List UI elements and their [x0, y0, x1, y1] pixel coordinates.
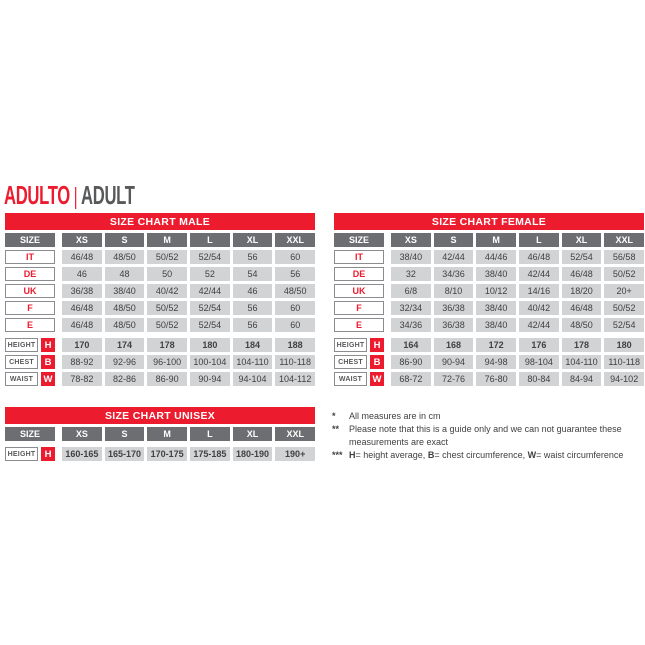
- footnote-text: All measures are in cm: [349, 411, 441, 421]
- size-value-cell: 42/44: [434, 250, 474, 264]
- footnote-marker: *: [332, 411, 336, 421]
- measure-value-cell: 178: [147, 338, 187, 352]
- measure-label-wrap: [334, 355, 384, 369]
- size-value-cell: 38/40: [476, 301, 516, 315]
- row-cells: [391, 250, 644, 264]
- measure-name-height: HEIGHT: [334, 338, 367, 352]
- size-value-cell: 48/50: [105, 250, 145, 264]
- column-header-xxl: XXL: [604, 233, 644, 247]
- footnote-text: [349, 449, 645, 462]
- measure-value-cell: 76-80: [476, 372, 516, 386]
- measure-value-cell: 176: [519, 338, 559, 352]
- measure-value-cell: 84-94: [562, 372, 602, 386]
- measure-value-cell: 164: [391, 338, 431, 352]
- column-header-l: L: [519, 233, 559, 247]
- measure-label-wrap: [334, 372, 384, 386]
- measure-value-cell: 92-96: [105, 355, 145, 369]
- size-value-cell: 46/48: [62, 318, 102, 332]
- size-value-cell: 32: [391, 267, 431, 281]
- measure-letter-badge-b: B: [41, 355, 55, 369]
- row-label-de: DE: [5, 267, 55, 281]
- row-cells: [391, 318, 644, 332]
- legend-text-segment: = height average,: [355, 450, 428, 460]
- size-value-cell: 46/48: [562, 301, 602, 315]
- size-value-cell: 42/44: [519, 318, 559, 332]
- legend-letter: W: [527, 450, 537, 460]
- measure-letter-badge-h: H: [41, 338, 55, 352]
- measure-value-cell: 80-84: [519, 372, 559, 386]
- measure-name-waist: WAIST: [5, 372, 38, 386]
- measure-value-cell: 104-110: [562, 355, 602, 369]
- header-cells: [62, 233, 315, 247]
- size-value-cell: 52/54: [190, 301, 230, 315]
- footnote-measures-cm: [332, 410, 645, 423]
- header-cells: [62, 427, 315, 441]
- size-row-it: [334, 250, 644, 264]
- measure-value-cell: 94-98: [476, 355, 516, 369]
- size-header-cell: SIZE: [334, 233, 384, 247]
- size-value-cell: 52/54: [190, 318, 230, 332]
- size-value-cell: 48/50: [105, 318, 145, 332]
- measure-value-cell: 180: [604, 338, 644, 352]
- size-value-cell: 60: [275, 318, 315, 332]
- measure-value-cell: 90-94: [434, 355, 474, 369]
- measure-row-waist: [5, 372, 315, 386]
- size-value-cell: 50/52: [147, 318, 187, 332]
- size-value-cell: 46/48: [62, 301, 102, 315]
- measure-value-cell: 82-86: [105, 372, 145, 386]
- row-label-e: E: [5, 318, 55, 332]
- footnotes: [332, 410, 645, 462]
- footnote-guide-only: [332, 423, 645, 449]
- measure-value-cell: 188: [275, 338, 315, 352]
- size-value-cell: 42/44: [519, 267, 559, 281]
- measure-value-cell: 100-104: [190, 355, 230, 369]
- measure-value-cell: 86-90: [147, 372, 187, 386]
- size-value-cell: 42/44: [190, 284, 230, 298]
- size-value-cell: 36/38: [434, 301, 474, 315]
- size-value-cell: 56/58: [604, 250, 644, 264]
- measure-name-height: HEIGHT: [5, 338, 38, 352]
- size-row-f: [334, 301, 644, 315]
- row-label-de: DE: [334, 267, 384, 281]
- column-header-l: L: [190, 427, 230, 441]
- row-cells: [62, 301, 315, 315]
- measure-row-height: [5, 338, 315, 352]
- size-value-cell: 38/40: [476, 318, 516, 332]
- size-value-cell: 40/42: [147, 284, 187, 298]
- footnote-marker: ***: [332, 450, 343, 460]
- measure-name-chest: CHEST: [334, 355, 367, 369]
- size-row-e: [5, 318, 315, 332]
- size-chart-banner: SIZE CHART FEMALE: [334, 213, 644, 230]
- size-row-it: [5, 250, 315, 264]
- column-header-xxl: XXL: [275, 233, 315, 247]
- measure-letter-badge-w: W: [41, 372, 55, 386]
- size-header-cell: SIZE: [5, 427, 55, 441]
- row-cells: [391, 355, 644, 369]
- column-header-xl: XL: [562, 233, 602, 247]
- size-value-cell: 14/16: [519, 284, 559, 298]
- measure-value-cell: 172: [476, 338, 516, 352]
- size-value-cell: 6/8: [391, 284, 431, 298]
- row-cells: [62, 372, 315, 386]
- measure-value-cell: 174: [105, 338, 145, 352]
- size-value-cell: 56: [233, 250, 273, 264]
- size-value-cell: 54: [233, 267, 273, 281]
- measure-value-cell: 160-165: [62, 447, 102, 461]
- measure-value-cell: 170: [62, 338, 102, 352]
- row-label-f: F: [5, 301, 55, 315]
- measure-value-cell: 178: [562, 338, 602, 352]
- measure-value-cell: 94-104: [233, 372, 273, 386]
- row-label-uk: UK: [5, 284, 55, 298]
- footnote-marker: **: [332, 424, 340, 434]
- legend-text-segment: = chest circumference,: [434, 450, 528, 460]
- measure-value-cell: 88-92: [62, 355, 102, 369]
- row-cells: [62, 267, 315, 281]
- size-value-cell: 18/20: [562, 284, 602, 298]
- row-label-uk: UK: [334, 284, 384, 298]
- size-value-cell: 44/46: [476, 250, 516, 264]
- measure-value-cell: 110-118: [604, 355, 644, 369]
- header-row: [5, 427, 315, 441]
- size-row-uk: [334, 284, 644, 298]
- size-row-de: [334, 267, 644, 281]
- size-row-de: [5, 267, 315, 281]
- measure-label-wrap: [5, 372, 55, 386]
- size-value-cell: 46: [233, 284, 273, 298]
- column-header-xs: XS: [62, 233, 102, 247]
- size-value-cell: 60: [275, 301, 315, 315]
- size-value-cell: 60: [275, 250, 315, 264]
- measure-value-cell: 104-110: [233, 355, 273, 369]
- row-label-f: F: [334, 301, 384, 315]
- size-value-cell: 56: [275, 267, 315, 281]
- measure-value-cell: 98-104: [519, 355, 559, 369]
- legend-letter: B: [427, 450, 435, 460]
- size-value-cell: 38/40: [476, 267, 516, 281]
- row-cells: [391, 301, 644, 315]
- title-adulto: ADULTO: [4, 180, 70, 210]
- column-header-s: S: [434, 233, 474, 247]
- size-value-cell: 50/52: [147, 301, 187, 315]
- size-value-cell: 56: [233, 318, 273, 332]
- measure-label-wrap: [334, 338, 384, 352]
- size-value-cell: 36/38: [62, 284, 102, 298]
- row-cells: [391, 284, 644, 298]
- size-value-cell: 46/48: [519, 250, 559, 264]
- row-cells: [391, 267, 644, 281]
- measure-letter-badge-w: W: [370, 372, 384, 386]
- header-row: [334, 233, 644, 247]
- measure-value-cell: 78-82: [62, 372, 102, 386]
- measure-value-cell: 190+: [275, 447, 315, 461]
- column-header-l: L: [190, 233, 230, 247]
- measure-label-wrap: [5, 447, 55, 461]
- row-cells: [391, 338, 644, 352]
- measure-letter-badge-h: H: [370, 338, 384, 352]
- row-cells: [62, 284, 315, 298]
- column-header-xs: XS: [391, 233, 431, 247]
- size-chart-female-table: [334, 213, 644, 389]
- measure-letter-badge-h: H: [41, 447, 55, 461]
- size-value-cell: 32/34: [391, 301, 431, 315]
- legend-text-segment: = waist circumference: [536, 450, 624, 460]
- size-value-cell: 34/36: [391, 318, 431, 332]
- measure-name-chest: CHEST: [5, 355, 38, 369]
- column-header-m: M: [147, 427, 187, 441]
- page-title: [4, 180, 135, 211]
- size-chart-unisex-table: [5, 407, 315, 464]
- size-value-cell: 8/10: [434, 284, 474, 298]
- column-header-m: M: [476, 233, 516, 247]
- size-chart-banner: SIZE CHART UNISEX: [5, 407, 315, 424]
- size-value-cell: 38/40: [105, 284, 145, 298]
- size-value-cell: 20+: [604, 284, 644, 298]
- measure-value-cell: 68-72: [391, 372, 431, 386]
- measure-letter-badge-b: B: [370, 355, 384, 369]
- size-value-cell: 40/42: [519, 301, 559, 315]
- column-header-xxl: XXL: [275, 427, 315, 441]
- measure-value-cell: 175-185: [190, 447, 230, 461]
- size-value-cell: 50/52: [604, 301, 644, 315]
- size-value-cell: 48/50: [562, 318, 602, 332]
- size-value-cell: 52: [190, 267, 230, 281]
- size-row-uk: [5, 284, 315, 298]
- size-value-cell: 36/38: [434, 318, 474, 332]
- measure-value-cell: 184: [233, 338, 273, 352]
- size-value-cell: 52/54: [604, 318, 644, 332]
- size-value-cell: 46/48: [562, 267, 602, 281]
- measure-label-wrap: [5, 355, 55, 369]
- measure-row-chest: [5, 355, 315, 369]
- measure-value-cell: 104-112: [275, 372, 315, 386]
- size-header-cell: SIZE: [5, 233, 55, 247]
- row-cells: [391, 372, 644, 386]
- size-value-cell: 50/52: [604, 267, 644, 281]
- measure-name-waist: WAIST: [334, 372, 367, 386]
- size-value-cell: 34/36: [434, 267, 474, 281]
- measure-value-cell: 94-102: [604, 372, 644, 386]
- row-cells: [62, 250, 315, 264]
- size-row-f: [5, 301, 315, 315]
- measure-row-waist: [334, 372, 644, 386]
- header-row: [5, 233, 315, 247]
- size-value-cell: 50: [147, 267, 187, 281]
- size-value-cell: 46/48: [62, 250, 102, 264]
- row-label-it: IT: [334, 250, 384, 264]
- size-value-cell: 52/54: [562, 250, 602, 264]
- measure-value-cell: 165-170: [105, 447, 145, 461]
- measure-value-cell: 180: [190, 338, 230, 352]
- column-header-xs: XS: [62, 427, 102, 441]
- row-cells: [62, 318, 315, 332]
- row-cells: [62, 355, 315, 369]
- legend-letter: H: [349, 450, 356, 460]
- column-header-s: S: [105, 427, 145, 441]
- row-label-it: IT: [5, 250, 55, 264]
- size-value-cell: 50/52: [147, 250, 187, 264]
- measure-value-cell: 168: [434, 338, 474, 352]
- measure-row-height: [5, 447, 315, 461]
- size-value-cell: 48: [105, 267, 145, 281]
- column-header-xl: XL: [233, 233, 273, 247]
- row-cells: [62, 447, 315, 461]
- measure-name-height: HEIGHT: [5, 447, 38, 461]
- size-value-cell: 48/50: [105, 301, 145, 315]
- row-cells: [62, 338, 315, 352]
- footnote-legend: [332, 449, 645, 462]
- size-value-cell: 56: [233, 301, 273, 315]
- size-value-cell: 48/50: [275, 284, 315, 298]
- measure-value-cell: 72-76: [434, 372, 474, 386]
- size-value-cell: 10/12: [476, 284, 516, 298]
- title-adult: ADULT: [81, 180, 135, 210]
- row-label-e: E: [334, 318, 384, 332]
- header-cells: [391, 233, 644, 247]
- measure-value-cell: 110-118: [275, 355, 315, 369]
- measure-value-cell: 170-175: [147, 447, 187, 461]
- measure-value-cell: 96-100: [147, 355, 187, 369]
- column-header-s: S: [105, 233, 145, 247]
- size-value-cell: 46: [62, 267, 102, 281]
- column-header-xl: XL: [233, 427, 273, 441]
- title-separator: |: [73, 183, 78, 209]
- size-chart-male-table: [5, 213, 315, 389]
- size-row-e: [334, 318, 644, 332]
- measure-value-cell: 86-90: [391, 355, 431, 369]
- size-chart-banner: SIZE CHART MALE: [5, 213, 315, 230]
- size-value-cell: 38/40: [391, 250, 431, 264]
- measure-label-wrap: [5, 338, 55, 352]
- footnote-text: Please note that this is a guide only and we can not guarantee these measurements are exact: [349, 424, 622, 447]
- measure-value-cell: 180-190: [233, 447, 273, 461]
- measure-row-chest: [334, 355, 644, 369]
- measure-value-cell: 90-94: [190, 372, 230, 386]
- measure-row-height: [334, 338, 644, 352]
- column-header-m: M: [147, 233, 187, 247]
- size-value-cell: 52/54: [190, 250, 230, 264]
